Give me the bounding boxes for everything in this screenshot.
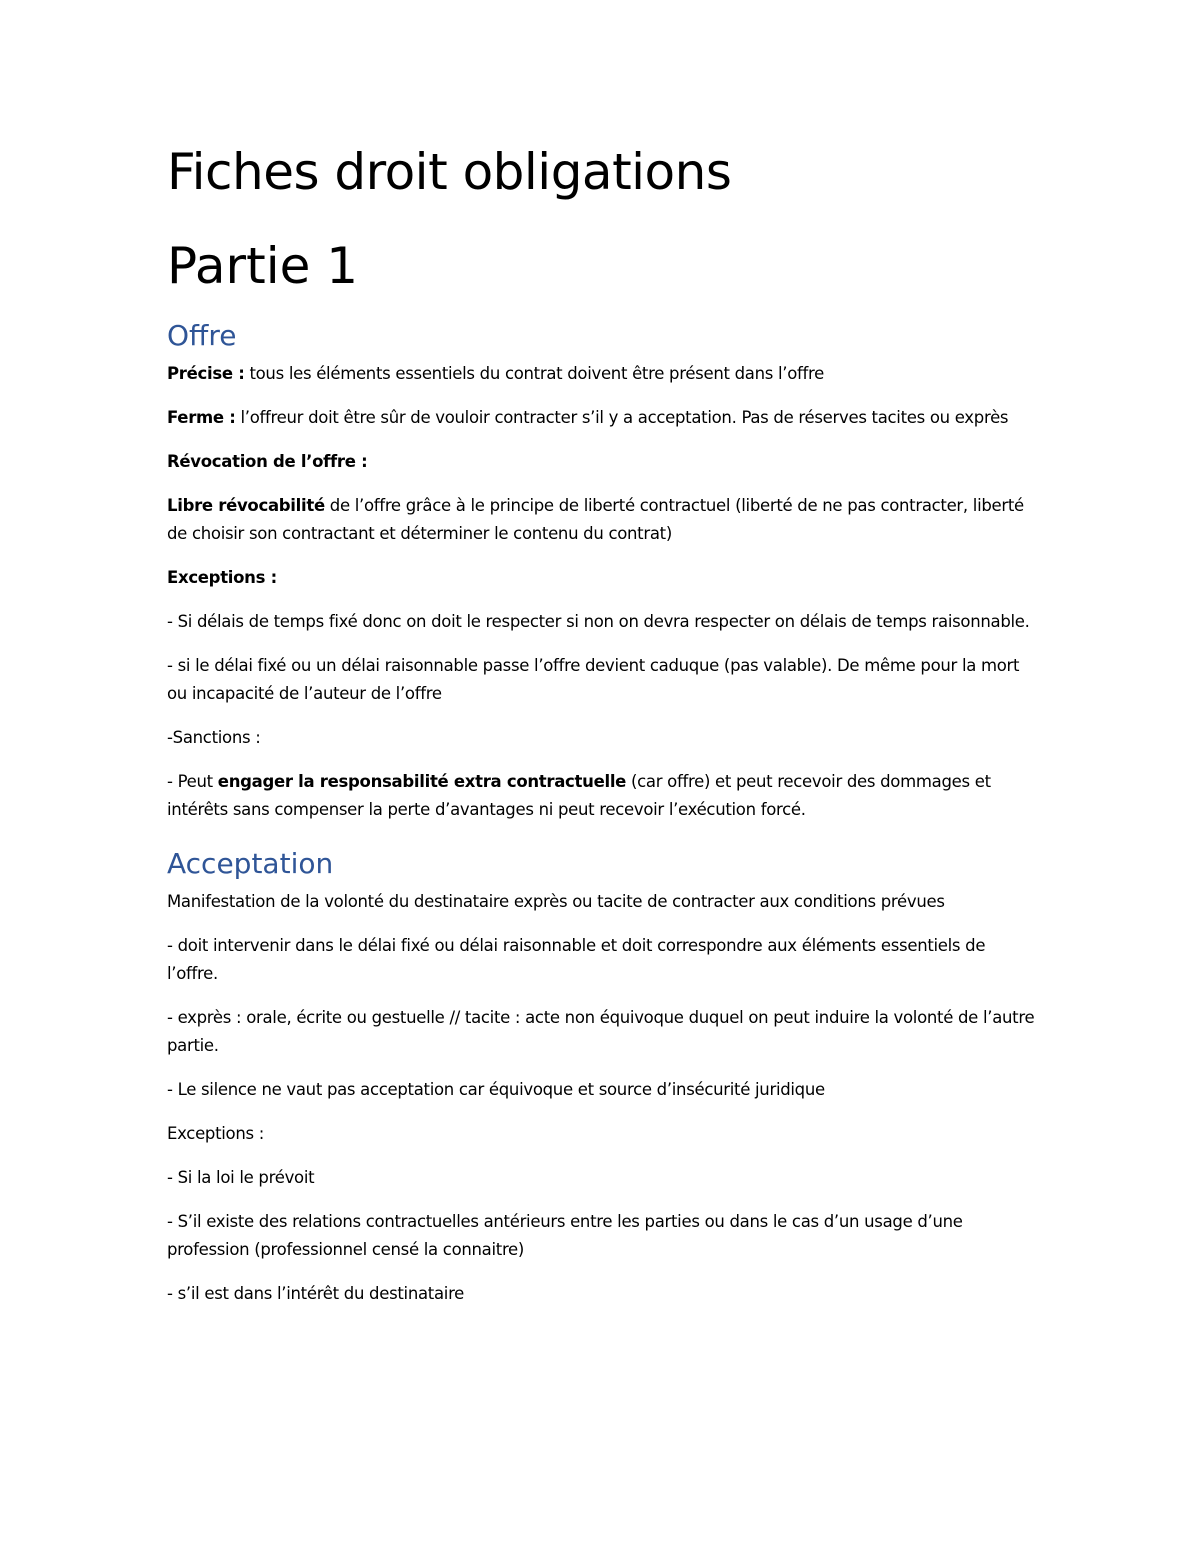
paragraph-revocation [167, 448, 1037, 476]
acceptation-point-2: - exprès : orale, écrite ou gestuelle // tacite : acte non équivoque duquel on peut induire la volonté de l’autre partie. [167, 1008, 1035, 1055]
ferme-label: Ferme : [167, 408, 236, 427]
ferme-text: l’offreur doit être sûr de vouloir contracter s’il y a acceptation. Pas de réserves tacites ou exprès [235, 408, 1009, 427]
precise-label: Précise : [167, 364, 245, 383]
libre-text: de l’offre grâce à le principe de liberté contractuel (liberté de ne pas contracter, liberté de choisir son contractant et déterminer le contenu du contrat) [167, 496, 1024, 543]
paragraph-ferme [167, 404, 1037, 432]
libre-label: Libre révocabilité [167, 496, 325, 515]
acceptation-exceptions-label: Exceptions : [167, 1124, 265, 1143]
part-title: Partie 1 [167, 237, 359, 295]
paragraph-exceptions-offre [167, 564, 1037, 592]
acceptation-point-1: - doit intervenir dans le délai fixé ou délai raisonnable et doit correspondre aux éléments essentiels de l’offre. [167, 936, 986, 983]
exceptions-offre-label: Exceptions : [167, 568, 277, 587]
offre-exception-2: - si le délai fixé ou un délai raisonnable passe l’offre devient caduque (pas valable). De même pour la mort ou incapacité de l’auteur de l’offre [167, 656, 1020, 703]
sanction-bold: engager la responsabilité extra contractuelle [217, 772, 627, 791]
paragraph-precise [167, 360, 1037, 388]
paragraph-sanction [167, 768, 1037, 824]
section-heading-offre: Offre [167, 319, 237, 352]
acceptation-definition: Manifestation de la volonté du destinataire exprès ou tacite de contracter aux conditions prévues [167, 892, 945, 911]
paragraph-libre-revocabilite [167, 492, 1037, 548]
section-heading-acceptation: Acceptation [167, 847, 334, 880]
acceptation-exception-2: - S’il existe des relations contractuelles antérieurs entre les parties ou dans le cas d’un usage d’une profession (professionnel censé la connaitre) [167, 1212, 963, 1259]
acceptation-exception-1: - Si la loi le prévoit [167, 1168, 315, 1187]
acceptation-point-3: - Le silence ne vaut pas acceptation car équivoque et source d’insécurité juridique [167, 1080, 825, 1099]
document-title: Fiches droit obligations [167, 143, 732, 201]
acceptation-exception-3: - s’il est dans l’intérêt du destinataire [167, 1284, 465, 1303]
offre-exception-1: - Si délais de temps fixé donc on doit le respecter si non on devra respecter on délais de temps raisonnable. [167, 612, 1030, 631]
document-body [167, 136, 1037, 1324]
revocation-label: Révocation de l’offre : [167, 452, 368, 471]
sanction-suffix: (car offre) et peut recevoir des dommages et intérêts sans compenser la perte d’avantages ni peut recevoir l’exécution forcé. [167, 772, 991, 819]
sanction-prefix: - Peut [167, 772, 218, 791]
sanctions-label: -Sanctions : [167, 728, 261, 747]
precise-text: tous les éléments essentiels du contrat doivent être présent dans l’offre [244, 364, 824, 383]
